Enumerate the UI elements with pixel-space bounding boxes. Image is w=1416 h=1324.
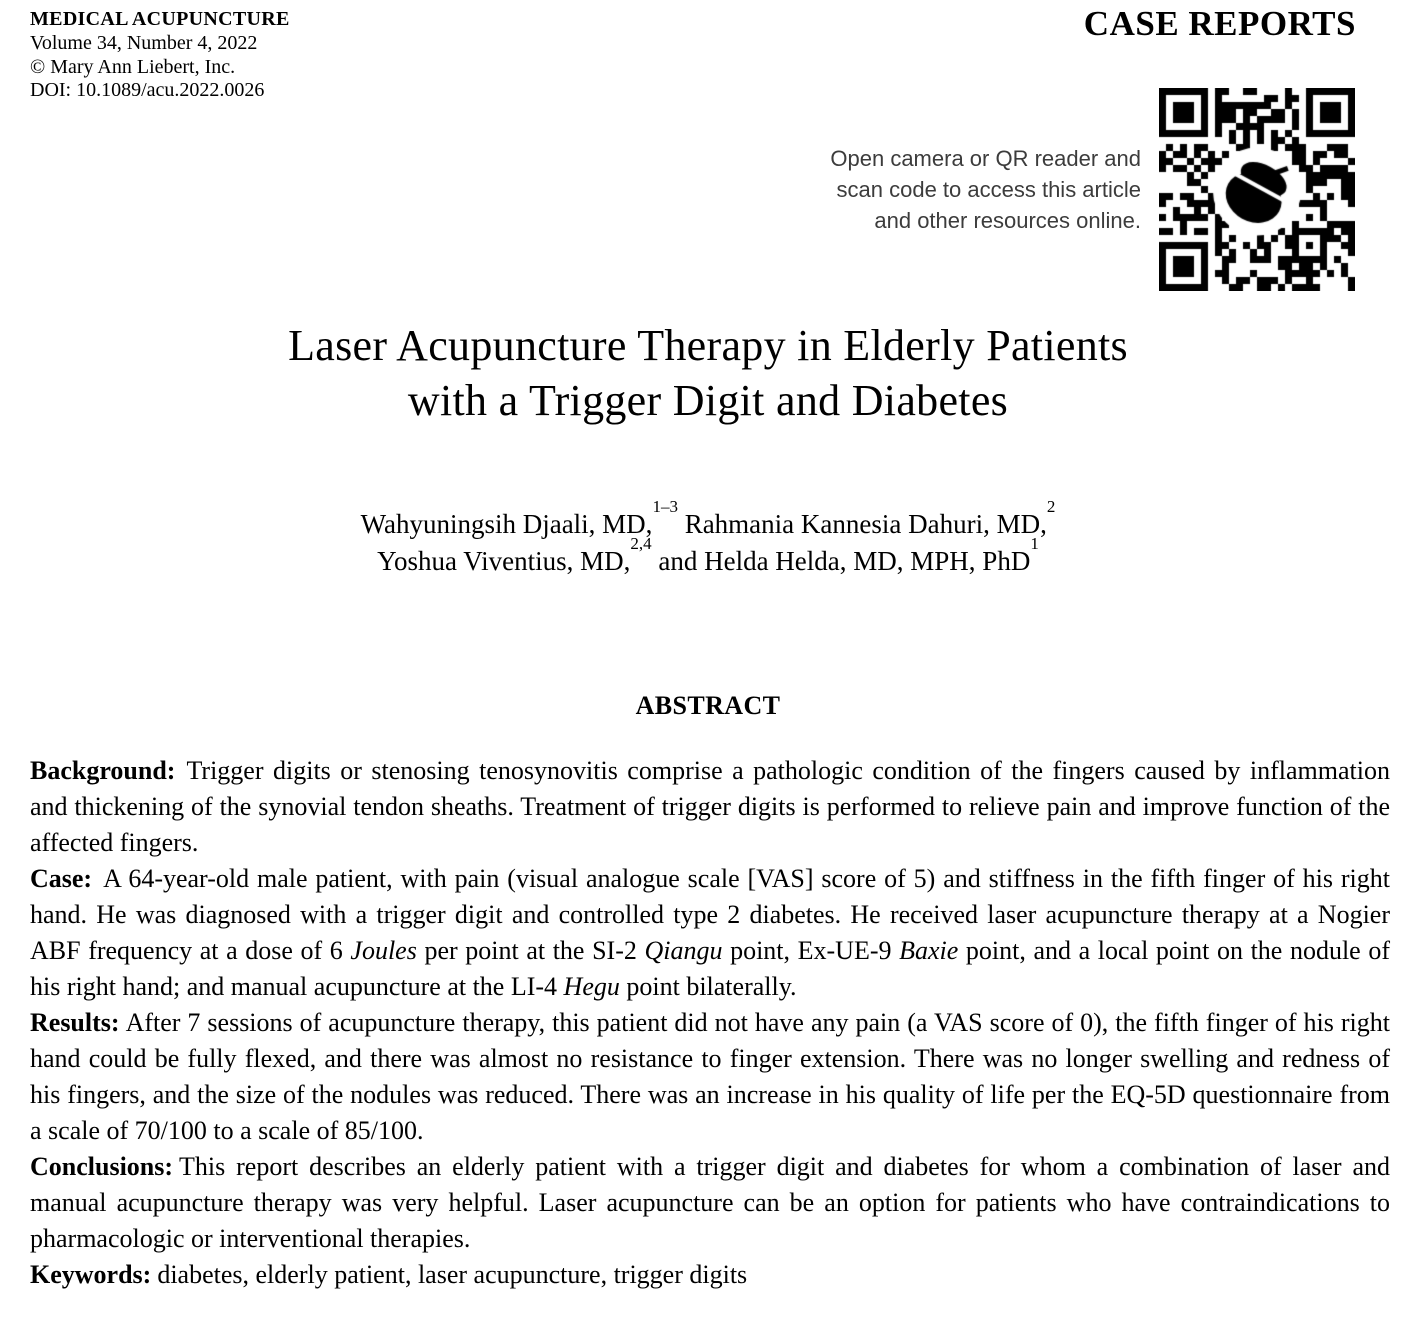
section-label: CASE REPORTS <box>1083 4 1356 43</box>
author-list <box>0 497 1416 580</box>
abstract-body <box>30 753 1390 1293</box>
qr-caption <box>825 143 1141 236</box>
italic-term: Qiangu <box>644 936 723 965</box>
paragraph-text: point bilaterally. <box>619 972 797 1001</box>
article-title <box>0 318 1416 428</box>
author-name: and Helda Helda, MD, MPH, PhD <box>651 546 1031 576</box>
author-affiliation-superscript: 1 <box>1030 534 1039 553</box>
journal-volume-line: Volume 34, Number 4, 2022 <box>30 31 258 54</box>
paragraph-text: per point at the SI-2 <box>416 936 645 965</box>
paragraph-label: Case: <box>30 864 93 893</box>
abstract-conclusions-paragraph <box>30 1149 1390 1257</box>
paragraph-label: Background: <box>30 756 176 785</box>
journal-info <box>30 8 290 103</box>
qr-caption-line: and other resources online. <box>874 208 1141 233</box>
article-title-line: Laser Acupuncture Therapy in Elderly Patients <box>288 321 1128 370</box>
paragraph-text: After 7 sessions of acupuncture therapy, this patient did not have any pain (a VAS score of 0), the fifth finger of his right hand could be fully flexed, and there was almost no resistance to finger extension. There was no longer swelling and redness of his fingers, and the size of the nodules was reduced. There was an increase in his quality of life per the EQ-5D questionnaire from a scale of 70/100 to a scale of 85/100. <box>30 1008 1390 1145</box>
author-line <box>0 534 1416 580</box>
italic-term: Baxie <box>899 936 959 965</box>
journal-name: MEDICAL ACUPUNCTURE <box>30 8 290 30</box>
paragraph-text: A 64-year-old male patient, with pain (visual analogue scale [VAS] score of 5) and stiffness in the fifth finger of his right hand. He was diagnosed with a trigger digit and controlled type 2 diabetes. He received laser acupuncture therapy at a Nogier ABF frequency at a dose of 6 <box>30 864 1390 965</box>
abstract-case-paragraph <box>30 861 1390 1005</box>
qr-caption-line: scan code to access this article <box>836 177 1141 202</box>
paragraph-text: This report describes an elderly patient with a trigger digit and diabetes for whom a combination of laser and manual acupuncture therapy was very helpful. Laser acupuncture can be an option for patients who have contraindications to pharmacologic or interventional therapies. <box>30 1152 1390 1253</box>
article-title-line: with a Trigger Digit and Diabetes <box>407 376 1009 425</box>
qr-code-icon <box>1159 88 1355 291</box>
qr-caption-line: Open camera or QR reader and <box>830 146 1141 171</box>
keywords-label: Keywords: <box>30 1260 152 1289</box>
author-affiliation-superscript: 2 <box>1046 497 1056 516</box>
paragraph-text: point, Ex-UE-9 <box>722 936 900 965</box>
keywords-line <box>30 1257 1390 1293</box>
italic-term: Hegu <box>563 972 620 1001</box>
author-name: Wahyuningsih Djaali, MD, <box>360 509 653 539</box>
abstract-background-paragraph <box>30 753 1390 861</box>
abstract-results-paragraph <box>30 1005 1390 1149</box>
qr-block <box>825 88 1355 291</box>
journal-doi-line: DOI: 10.1089/acu.2022.0026 <box>30 79 265 102</box>
abstract-heading: ABSTRACT <box>635 691 781 720</box>
paragraph-text: point, and a local point on the nodule of his right hand; and manual acupuncture at the LI-4 <box>30 936 1390 1001</box>
paragraph-text: Trigger digits or stenosing tenosynovitis comprise a pathologic condition of the fingers caused by inflammation and thickening of the synovial tendon sheaths. Treatment of trigger digits is performed to relieve pain and improve function of the affected fingers. <box>30 756 1390 857</box>
keywords-text: diabetes, elderly patient, laser acupuncture, trigger digits <box>157 1260 748 1289</box>
author-affiliation-superscript: 2,4 <box>630 534 652 553</box>
italic-term: Joules <box>350 936 417 965</box>
author-name: Rahmania Kannesia Dahuri, MD, <box>677 509 1047 539</box>
author-name: Yoshua Viventius, MD, <box>377 546 631 576</box>
journal-copyright-line: © Mary Ann Liebert, Inc. <box>30 55 236 78</box>
author-affiliation-superscript: 1–3 <box>652 497 678 516</box>
paragraph-label: Results: <box>30 1008 120 1037</box>
author-line <box>0 497 1416 543</box>
paragraph-label: Conclusions: <box>30 1152 174 1181</box>
